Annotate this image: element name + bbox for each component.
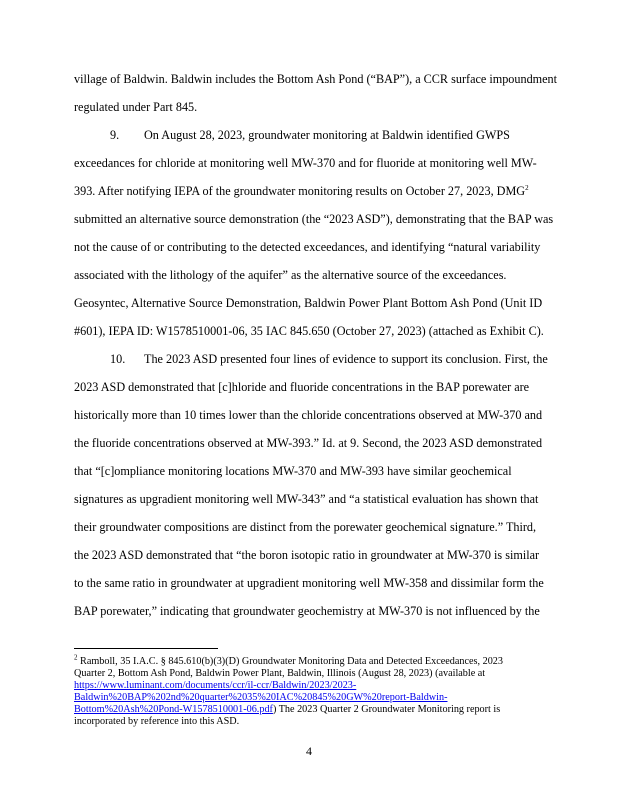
footnote-separator	[74, 648, 218, 649]
paragraph-number: 10.	[110, 352, 126, 366]
body-text: 393. After notifying IEPA of the groundwater monitoring results on October 27, 2023, DMG	[74, 184, 526, 198]
body-line: exceedances for chloride at monitoring well MW-370 and for fluoride at monitoring well MW-	[74, 156, 537, 170]
body-text: The 2023 ASD presented four lines of evidence to support its conclusion. First, the	[144, 352, 548, 366]
footnote-line: $^2$ Ramboll, 35 I.A.C. § 845.610(b)(3)(D) Groundwater Monitoring Data and Detected Exceedances, 2023	[74, 653, 503, 667]
body-line: signatures as upgradient monitoring well MW-343” and “a statistical evaluation has shown that	[74, 492, 539, 506]
footnote-mark: 2	[74, 653, 78, 662]
paragraph-number: 9.	[110, 128, 120, 142]
body-line: Geosyntec, Alternative Source Demonstration, Baldwin Power Plant Bottom Ash Pond (Unit ID	[74, 296, 543, 310]
footnote-line	[74, 680, 564, 692]
footnote-reference: 2	[525, 183, 529, 192]
body-line: their groundwater compositions are distinct from the porewater geochemical signature.” Third,	[74, 520, 537, 534]
body-line: regulated under Part 845.	[74, 100, 198, 114]
footnote-link[interactable]: Baldwin%20BAP%202nd%20quarter%2035%20IAC%20845%20GW%20report-Baldwin-	[74, 692, 448, 703]
paragraph-9-first-line	[74, 128, 564, 142]
footnote-link[interactable]: Bottom%20Ash%20Pond-W1578510001-06.pdf	[74, 704, 273, 715]
body-line: submitted an alternative source demonstration (the “2023 ASD”), demonstrating that the BAP was	[74, 212, 554, 226]
body-line: historically more than 10 times lower than the chloride concentrations observed at MW-370 and	[74, 408, 543, 422]
body-line: the fluoride concentrations observed at MW-393.” Id. at 9. Second, the 2023 ASD demonstrated	[74, 436, 543, 450]
body-line: to the same ratio in groundwater at upgradient monitoring well MW-358 and dissimilar form the	[74, 576, 544, 590]
body-text: On August 28, 2023, groundwater monitoring at Baldwin identified GWPS	[144, 128, 510, 142]
page-number: 4	[306, 744, 312, 758]
body-line: 2023 ASD demonstrated that [c]hloride and fluoride concentrations in the BAP porewater are	[74, 380, 530, 394]
body-line: #601), IEPA ID: W1578510001-06, 35 IAC 845.650 (October 27, 2023) (attached as Exhibit C).	[74, 324, 544, 338]
footnote-line: Quarter 2, Bottom Ash Pond, Baldwin Power Plant, Baldwin, Illinois (August 28, 2023) (available at	[74, 668, 486, 679]
body-line: the 2023 ASD demonstrated that “the boron isotopic ratio in groundwater at MW-370 is similar	[74, 548, 540, 562]
footnote-line: Bottom%20Ash%20Pond-W1578510001-06.pdf) The 2023 Quarter 2 Groundwater Monitoring report is	[74, 704, 501, 715]
footnote-line: incorporated by reference into this ASD.	[74, 716, 240, 727]
body-line: village of Baldwin. Baldwin includes the Bottom Ash Pond (“BAP”), a CCR surface impoundment	[74, 72, 558, 86]
body-line	[74, 184, 564, 198]
paragraph-10-first-line	[74, 352, 564, 366]
body-line: BAP porewater,” indicating that groundwater geochemistry at MW-370 is not influenced by the	[74, 604, 540, 618]
footnote-link[interactable]: https://www.luminant.com/documents/ccr/il-ccr/Baldwin/2023/2023-	[74, 680, 357, 691]
body-line: that “[c]ompliance monitoring locations MW-370 and MW-393 have similar geochemical	[74, 464, 512, 478]
footnote-line	[74, 692, 564, 704]
body-line: not the cause of or contributing to the detected exceedances, and identifying “natural variability	[74, 240, 541, 254]
body-line: associated with the lithology of the aquifer” as the alternative source of the exceedances.	[74, 268, 507, 282]
